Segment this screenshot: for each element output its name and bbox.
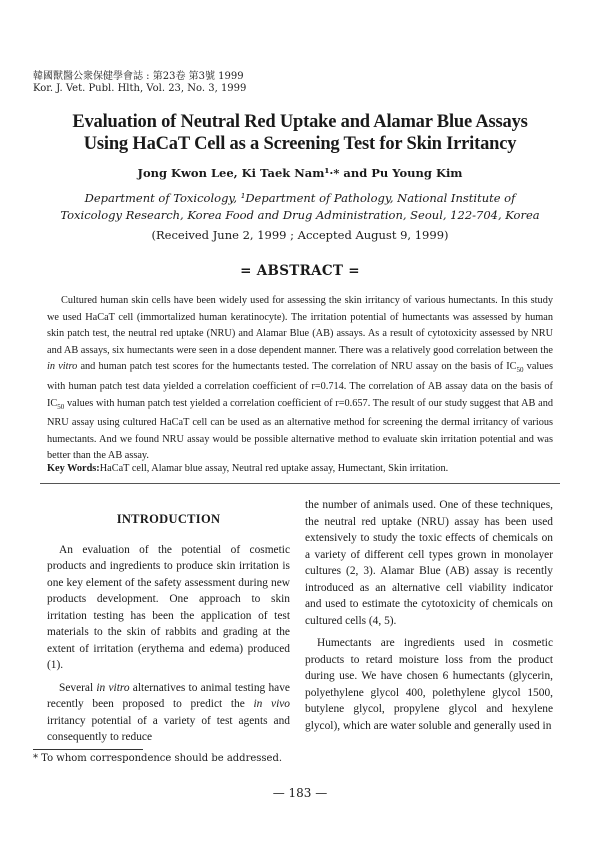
- paper-title: [40, 111, 560, 155]
- affiliation-line-2: Toxicology Research, Korea Food and Drug Administration, Seoul, 122-704, Korea: [60, 208, 540, 222]
- intro-p2-text-a: Several: [59, 681, 97, 694]
- intro-p2-text-b: alternatives to animal testing have recently been proposed to predict the: [47, 681, 290, 710]
- received-dates: (Received June 2, 1999 ; Accepted August 9, 1999): [151, 228, 449, 242]
- journal-line-english: Kor. J. Vet. Publ. Hlth, Vol. 23, No. 3, 1999: [33, 83, 247, 94]
- intro-p2-italic-in-vitro: in vitro: [96, 681, 130, 694]
- right-column: [305, 497, 553, 734]
- abstract-text-3: values with human patch test data yielded a correlation coefficient of r=0.714. The correlation of AB assay data on the basis of IC: [47, 361, 553, 409]
- section-divider: [40, 483, 560, 484]
- intro-paragraph-2: [47, 680, 290, 746]
- intro-p2-text-c: irritancy potential of a variety of test agents and consequently to reduce: [47, 714, 290, 743]
- abstract-body: [47, 293, 553, 465]
- page-number: — 183 —: [272, 786, 328, 800]
- abstract-text-1: Cultured human skin cells have been widely used for assessing the skin irritancy of various humectants. In this study we used HaCaT cell (immortalized human keratinocyte). The irritation potential of humectants was assessed by human skin patch test, the neutral red uptake (NRU) and Alamar Blue (AB) assays. As a result of cytotoxicity assessed by NRU and AB assays, six humectants were seen in a dose dependent manner. There was a relatively good correlation between the: [47, 295, 553, 356]
- abstract-text-2: and human patch test scores for the humectants tested. The correlation of NRU assay on the basis of IC: [77, 361, 517, 373]
- abstract-heading: = ABSTRACT =: [240, 263, 360, 279]
- affiliation-line-1: Department of Toxicology, ¹Department of Pathology, National Institute of: [84, 191, 516, 205]
- keywords-list: HaCaT cell, Alamar blue assay, Neutral red uptake assay, Humectant, Skin irritation.: [99, 463, 449, 474]
- keywords: [47, 463, 567, 474]
- abstract-subscript-2: 50: [57, 402, 65, 411]
- introduction-heading: INTRODUCTION: [116, 512, 221, 526]
- right-paragraph-2: Humectants are ingredients used in cosmetic products to retard moisture loss from the product during use. We have chosen 6 humectants (glycerin, polyethylene glycol 400, polethylene glycol 1500, butylene glycol, propylene glycol and hexylene glycol), which are water soluble and generally used in: [305, 637, 553, 732]
- abstract-italic-in-vitro: in vitro: [47, 361, 78, 373]
- intro-p2-italic-in-vivo: in vivo: [253, 698, 290, 710]
- title-line-2: Using HaCaT Cell as a Screening Test for Skin Irritancy: [83, 134, 517, 154]
- journal-line-korean: 韓國獸醫公衆保健學會誌 : 第23卷 第3號 1999: [33, 71, 244, 82]
- footnote-rule: [33, 749, 143, 750]
- journal-header: [33, 71, 246, 95]
- left-column: [47, 507, 290, 746]
- right-paragraph-1: the number of animals used. One of these techniques, the neutral red uptake (NRU) assay has been used extensively to study the toxic effects of chemicals on a variety of different cell types grown in monolayer cultures (2, 3). Alamar Blue (AB) assay is recently introduced as an alternative cell viability indicator and used to estimate the cytotoxicity of chemicals on cultured cells (4, 5).: [305, 499, 553, 627]
- title-line-1: Evaluation of Neutral Red Uptake and Alamar Blue Assays: [72, 112, 528, 132]
- keywords-label: Key Words:: [47, 463, 100, 474]
- author-list: Jong Kwon Lee, Ki Taek Nam¹·* and Pu Young Kim: [137, 166, 463, 180]
- affiliation: [60, 190, 540, 224]
- abstract-text-4: values with human patch test yielded a correlation coefficient of r=0.657. The result of our study suggest that AB and NRU assay using cultured HaCaT cell can be used as an alternative method for screening the dermal irritancy of various humectants. And we found NRU assay would be possible alternative method to evaluate skin irritation potential and was better than the AB assay.: [47, 397, 553, 462]
- footnote: * To whom correspondence should be addressed.: [33, 753, 283, 764]
- intro-paragraph-1: An evaluation of the potential of cosmetic products and ingredients to produce skin irritation is one key element of the safety assessment during new products development. One approach to skin irritation testing has been the application of test materials to the skin of rabbits and grading at the extent of irritation (erythema and edema) produced (1).: [47, 543, 290, 671]
- abstract-subscript-1: 50: [516, 366, 524, 375]
